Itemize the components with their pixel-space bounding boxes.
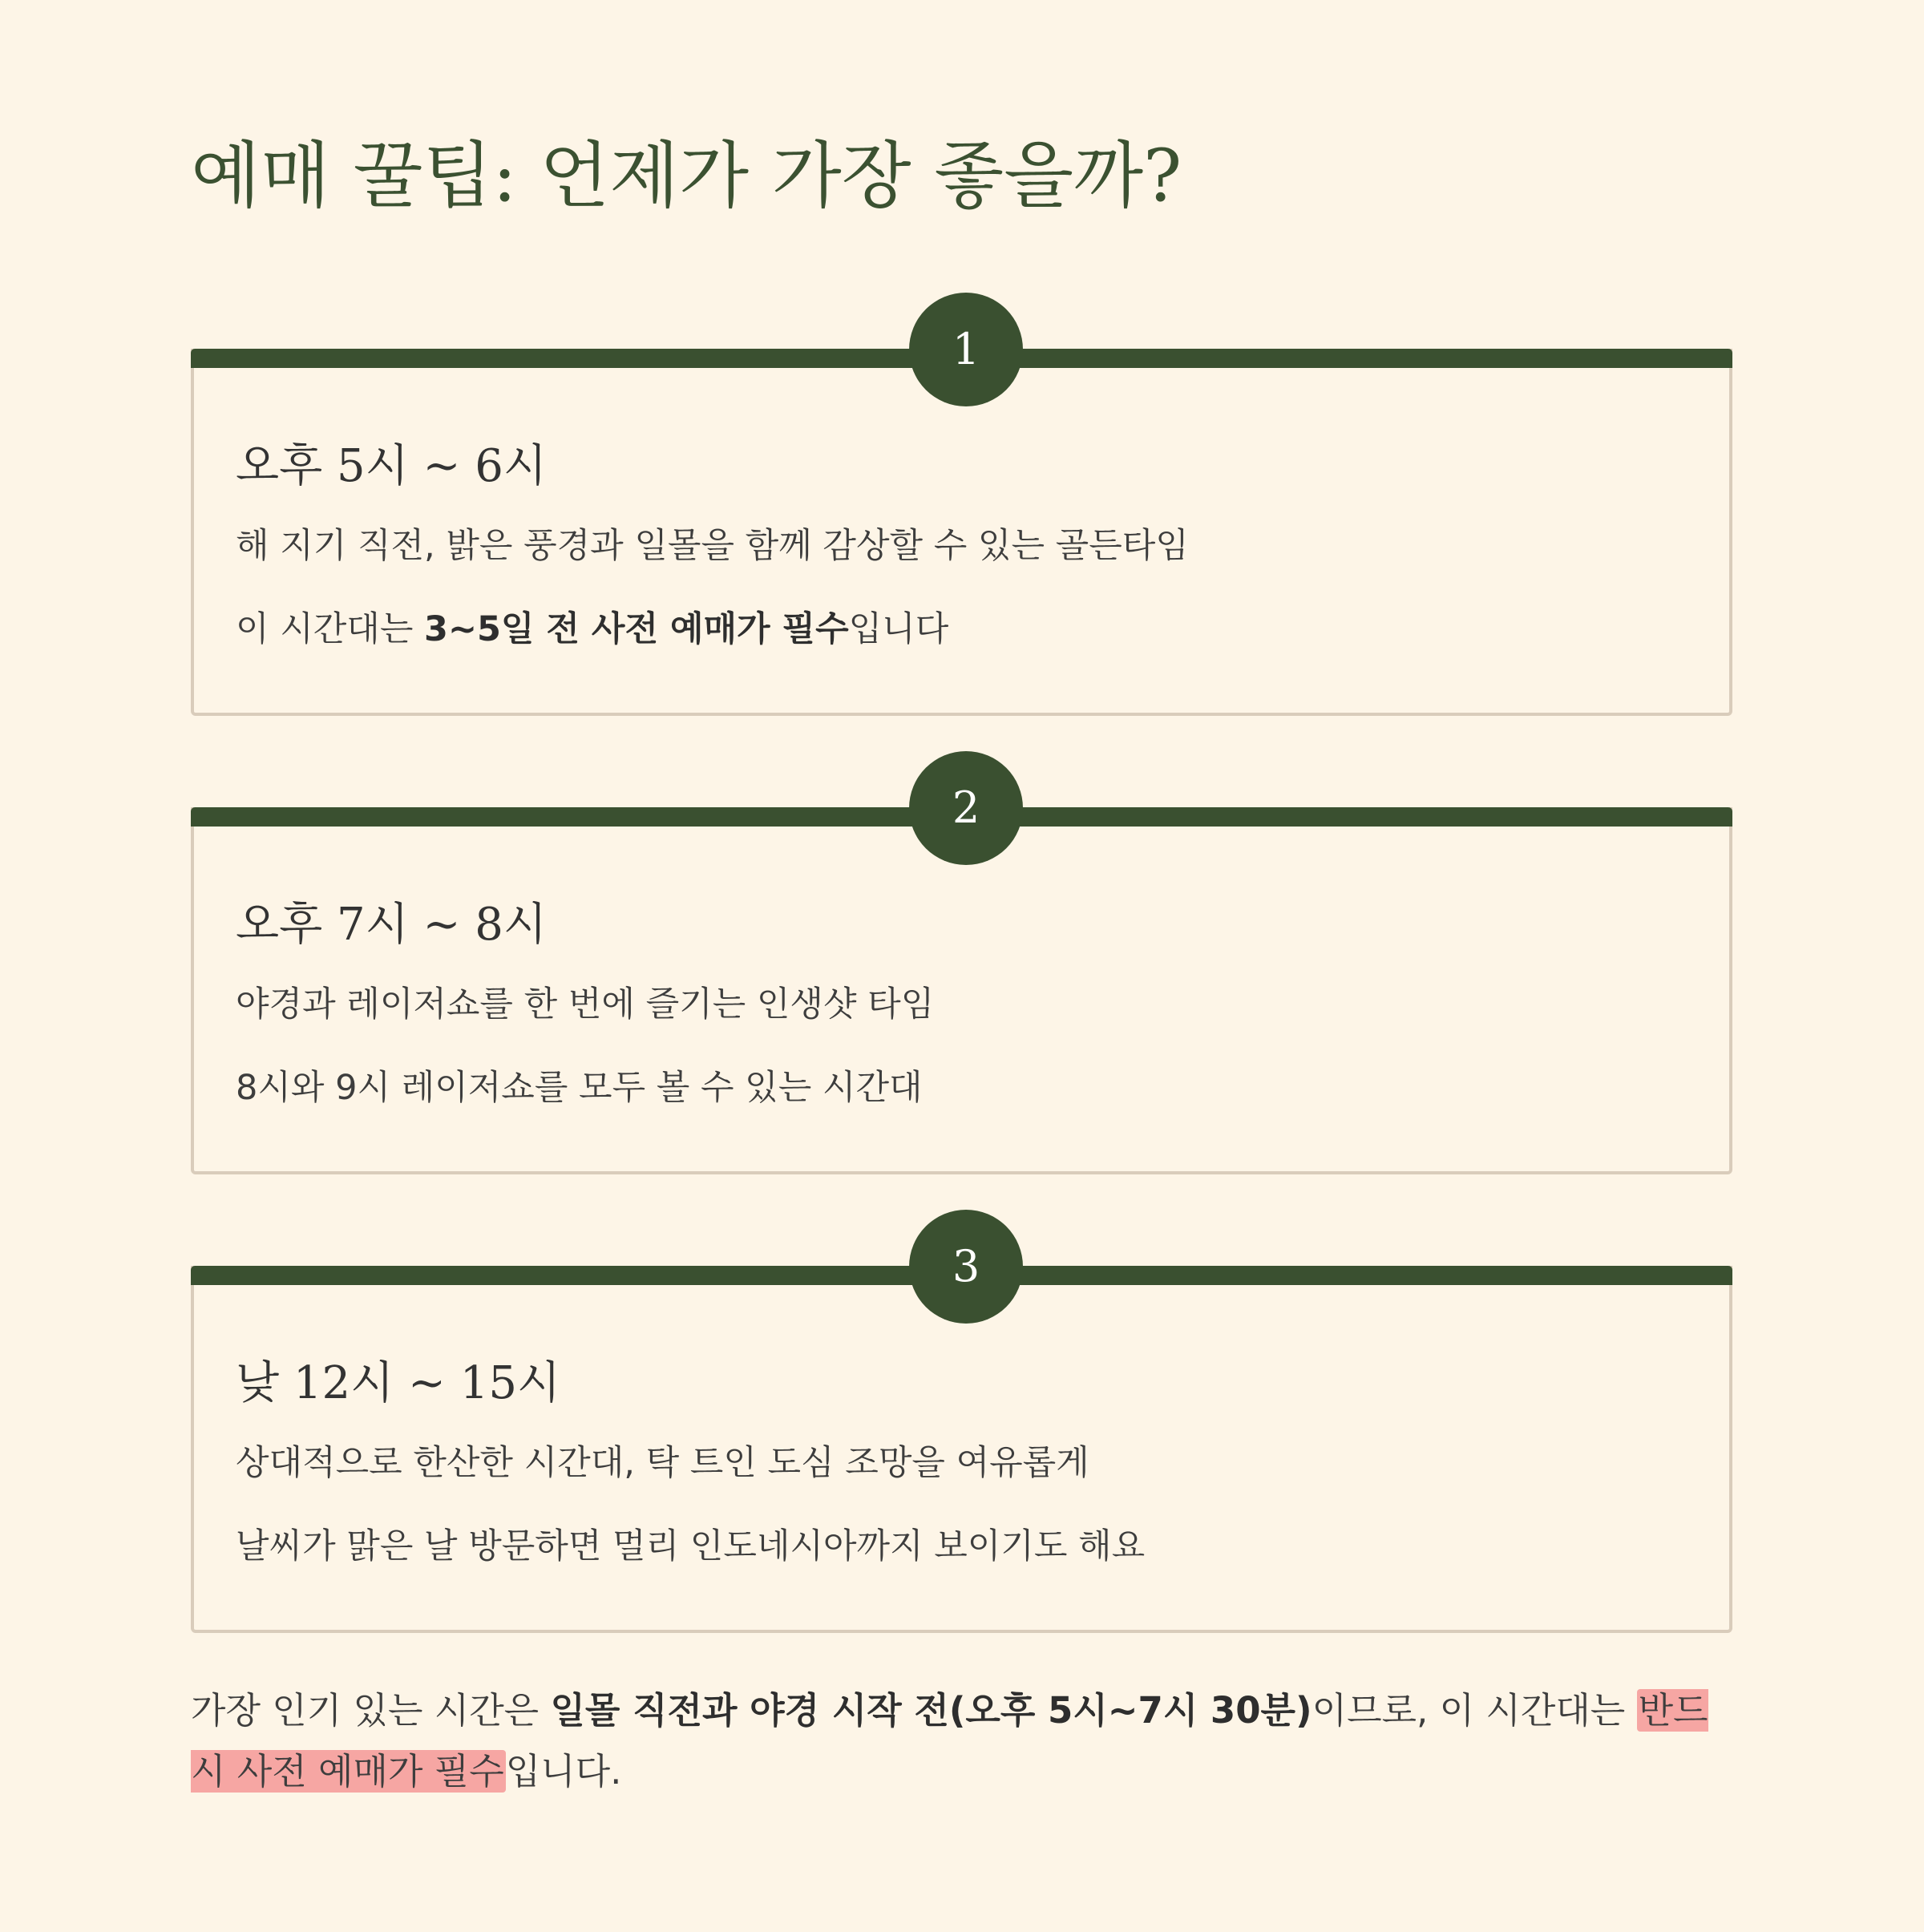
- card-description: 상대적으로 한산한 시간대, 탁 트인 도심 조망을 여유롭게: [236, 1443, 1089, 1483]
- time-slot-card-1: [191, 324, 1732, 716]
- card-note: [236, 605, 948, 653]
- time-slot-card-2: [191, 782, 1732, 1174]
- card-note-emphasis: 3~5일 전 사전 예매가 필수: [424, 609, 849, 649]
- card-heading: 낮 12시 ~ 15시: [236, 1357, 561, 1409]
- summary-prefix: 가장 인기 있는 시간은: [191, 1689, 551, 1732]
- card-note: 날씨가 맑은 날 방문하면 멀리 인도네시아까지 보이기도 해요: [236, 1526, 1146, 1566]
- summary-middle: 이므로, 이 시간대는: [1312, 1689, 1637, 1732]
- summary-highlight: 반드시 사전 예매가 필수: [191, 1689, 1708, 1793]
- summary-paragraph: [191, 1680, 1738, 1802]
- card-description: 해 지기 직전, 밝은 풍경과 일몰을 함께 감상할 수 있는 골든타임: [236, 526, 1189, 566]
- card-heading: 오후 7시 ~ 8시: [236, 899, 547, 951]
- card-note-suffix: 입니다: [848, 609, 949, 649]
- card-number-badge: 3: [909, 1210, 1023, 1324]
- card-note: 8시와 9시 레이저쇼를 모두 볼 수 있는 시간대: [236, 1068, 923, 1108]
- card-note-prefix: 이 시간대는: [236, 609, 425, 649]
- page-title: 예매 꿀팁: 언제가 가장 좋을까?: [191, 134, 1182, 218]
- time-slot-card-3: [191, 1241, 1732, 1633]
- summary-suffix: 입니다.: [505, 1750, 622, 1793]
- summary-emphasis: 일몰 직전과 야경 시작 전(오후 5시~7시 30분): [550, 1689, 1312, 1732]
- card-heading: 오후 5시 ~ 6시: [236, 440, 547, 492]
- card-description: 야경과 레이저쇼를 한 번에 즐기는 인생샷 타임: [236, 984, 935, 1025]
- card-number-badge: 1: [909, 293, 1023, 406]
- card-number-badge: 2: [909, 751, 1023, 865]
